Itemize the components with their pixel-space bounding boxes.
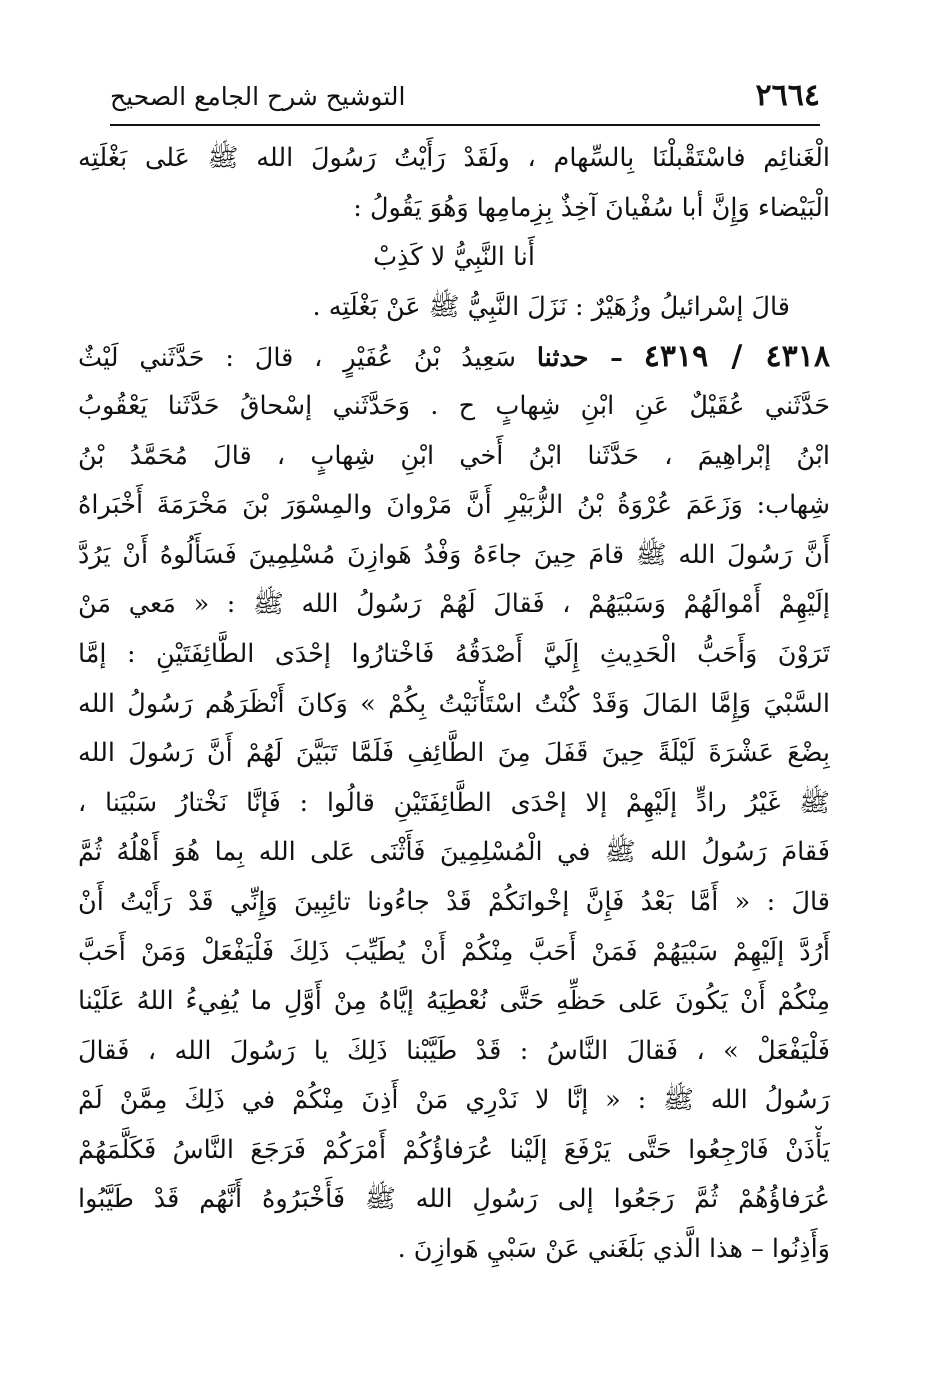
text-line: إلَيْهِمْ أَمْوالَهُمْ وَسَبْيَهُمْ ، فَقالَ لَهُمْ رَسُولُ الله ﷺ : « مَعي مَنْ [78,589,830,620]
text-line: فَلْيَفْعَلْ » ، فَقالَ النَّاسُ : قَدْ طَيَّبْنا ذَلِكَ يا رَسُولَ الله ، فَقالَ [78,1035,830,1066]
text-line: أَنَّ رَسُولَ الله ﷺ قامَ حِينَ جاءَهُ وَفْدُ هَوازِنَ مُسْلِمِينَ فَسَأَلُوهُ أَنْ يَرُدَّ [78,539,830,570]
verse-line: أَنا النَّبِيُّ لا كَذِبْ [373,242,535,273]
hadith-opening: – حدثنا [536,343,623,374]
text-line: تَرَوْنَ وَأَحَبُّ الْحَدِيثِ إِلَيَّ أَصْدَقُهُ فَاخْتارُوا إحْدَى الطَّائِفَتَيْنِ : إمَّا [78,638,830,669]
hadith-number: ٤٣١٨ / ٤٣١٩ [643,339,830,375]
header-divider [110,124,820,126]
hadith-heading-line [78,332,830,382]
text-line: الْغَنائِم فاسْتَقْبلْنَا بِالسِّهام ، ولَقَدْ رَأَيْتُ رَسُولَ الله ﷺ عَلى بَغْلَتِه [78,143,830,173]
text-line: يَأْذَنْ فَارْجِعُوا حَتَّى يَرْفَعَ إلَيْنا عُرَفاؤُكُمْ أَمْرَكُمْ فَرَجَعَ النَّاسُ فَكَلَّمَهُمْ [78,1134,830,1165]
running-title: التوشيح شرح الجامع الصحيح [110,82,406,111]
text-line: رَسُولُ الله ﷺ : « إنَّا لا نَدْرِي مَنْ أَذِنَ مِنْكُمْ في ذَلِكَ مِمَّنْ لَمْ [78,1085,830,1116]
text-line: حَدَّثَني عُقَيْلٌ عَنِ ابْنِ شِهابٍ ح . وَحَدَّثَني إسْحاقُ حَدَّثَنا يَعْقُوبُ [78,390,830,421]
text-line: ابْنُ إبْراهِيمَ ، حَدَّثَنا ابْنُ أَخي ابْنِ شِهابٍ ، قالَ مُحَمَّدُ بْنُ [78,440,830,471]
text-line: بِضْعَ عَشْرَةَ لَيْلَةً حِينَ قَفَلَ مِنَ الطَّائِفِ فَلَمَّا تَبَيَّنَ لَهُمْ أَنَّ رَسُولَ الله [78,738,830,769]
hadith-first-line-rest: سَعِيدُ بْنُ عُفَيْرٍ ، قالَ : حَدَّثَني لَيْثٌ [78,343,517,374]
text-line: شِهاب: وَزَعَمَ عُرْوَةُ بْنُ الزُّبَيْرِ أَنَّ مَرْوانَ والمِسْوَرَ بْنَ مَخْرَمَةَ أَخْبَراهُ [78,490,830,521]
page-header [110,72,820,124]
text-line: وَأَذِنُوا – هذا الَّذي بَلَغَني عَنْ سَبْيِ هَوازِنَ . [397,1234,830,1265]
main-text [78,134,830,1275]
text-line: قالَ : « أَمَّا بَعْدُ فَإِنَّ إخْوانَكُمْ قَدْ جاءُونا تائِبِينَ وَإِنِّي قَدْ رَأَيْتُ أَنْ [78,886,830,917]
text-line: الْبَيْضاء وَإِنَّ أبا سُفْيانَ آخِذٌ بِزِمامِها وَهُوَ يَقُولُ : [353,192,830,223]
page-number: ٢٦٦٤ [755,78,820,113]
text-line: مِنْكُمْ أَنْ يَكُونَ عَلى حَظِّهِ حَتَّى نُعْطِيَهُ إيَّاهُ مِنْ أَوَّلِ ما يُفِيءُ اللهُ عَلَيْنا [78,986,830,1017]
text-line: أَرُدَّ إلَيْهِمْ سَبْيَهُمْ فَمَنْ أَحَبَّ مِنْكُمْ أَنْ يُطَيِّبَ ذَلِكَ فَلْيَفْعَلْ وَمَنْ أَحَبَّ [78,936,830,967]
text-line: السَّبْيَ وَإِمَّا المَالَ وَقَدْ كُنْتُ اسْتَأْنَيْتُ بِكُمْ » وَكانَ أَنْظَرَهُم رَسُولُ الله [78,688,830,719]
text-line: فَقامَ رَسُولُ الله ﷺ في الْمُسْلِمِينَ فَأَثْنَى عَلى الله بِما هُوَ أَهْلُهُ ثُمَّ [78,837,830,868]
text-line: عُرَفاؤُهُمْ ثُمَّ رَجَعُوا إلى رَسُولِ الله ﷺ فَأَخْبَرُوهُ أَنَّهُم قَدْ طَيَّبُوا [78,1184,830,1215]
text-line: قالَ إسْرائيلُ وزُهَيْرٌ : نَزَلَ النَّبِيُّ ﷺ عَنْ بَغْلَتِه . [312,291,790,322]
text-line: ﷺ غَيْرُ رادٍّ إلَيْهِمْ إلا إحْدَى الطَّائِفَتَيْنِ قالُوا : فَإنَّا نَخْتارُ سَبْيَنا ، [78,787,830,818]
